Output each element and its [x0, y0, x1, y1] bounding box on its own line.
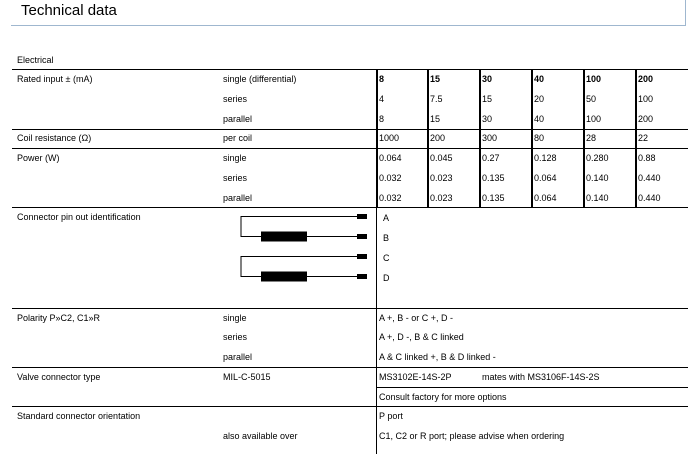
table-cell: 0.135 — [482, 193, 505, 203]
polarity-value: A & C linked +, B & D linked - — [379, 352, 496, 362]
table-cell: 15 — [482, 94, 493, 104]
pin-label: A — [383, 213, 390, 223]
valve-note: Consult factory for more options — [379, 392, 507, 402]
table-cell: 0.280 — [586, 153, 609, 163]
orientation-alt-label: also available over — [223, 431, 298, 441]
table-cell: 15 — [430, 114, 441, 124]
value-column-divider — [376, 208, 377, 454]
pin-c-terminal — [357, 254, 367, 259]
orientation-label: Standard connector orientation — [17, 411, 141, 421]
rating-header: 15 — [430, 74, 441, 84]
rule-power — [12, 148, 688, 149]
mode-label: single (differential) — [223, 74, 297, 84]
table-cell: 300 — [482, 133, 498, 143]
table-cell: 100 — [638, 94, 654, 104]
table-cell: 0.064 — [534, 193, 557, 203]
polarity-value: A +, B - or C +, D - — [379, 313, 454, 323]
table-cell: 0.045 — [430, 153, 453, 163]
rule-valve — [12, 367, 688, 368]
coil-1-circuit — [241, 214, 367, 242]
table-cell: 0.064 — [379, 153, 402, 163]
table-cell: 0.440 — [638, 193, 661, 203]
mode-label: per coil — [223, 133, 253, 143]
valve-spec: MIL-C-5015 — [223, 372, 271, 382]
table-cell: 4 — [379, 94, 385, 104]
table-cell: 0.032 — [379, 173, 402, 183]
coil-resistance-label: Coil resistance (Ω) — [17, 133, 92, 143]
table-cell: 1000 — [379, 133, 400, 143]
valve-connector-label: Valve connector type — [17, 372, 101, 382]
table-cell: 30 — [482, 114, 493, 124]
mode-label: series — [223, 173, 248, 183]
title-bar — [11, 0, 686, 26]
grid-col-1 — [376, 70, 378, 208]
polarity-label: Polarity P»C2, C1»R — [17, 313, 101, 323]
table-cell: 40 — [534, 114, 545, 124]
connector-pinout-diagram — [236, 208, 376, 288]
table-cell: 0.140 — [586, 173, 609, 183]
pin-label: B — [383, 233, 390, 243]
pin-label: D — [383, 273, 390, 283]
table-cell: 0.440 — [638, 173, 661, 183]
coil-1-winding — [261, 232, 307, 242]
table-cell: 100 — [586, 114, 602, 124]
table-cell: 200 — [638, 114, 654, 124]
rule-coil — [12, 129, 688, 130]
rule-orientation — [12, 406, 688, 407]
mode-label: single — [223, 313, 247, 323]
page-title: Technical data — [21, 2, 117, 19]
pin-d-terminal — [357, 274, 367, 279]
table-cell: 200 — [430, 133, 446, 143]
table-cell: 0.135 — [482, 173, 505, 183]
mode-label: single — [223, 153, 247, 163]
connector-label: Connector pin out identification — [17, 212, 141, 222]
table-cell: 0.27 — [482, 153, 500, 163]
pin-label: C — [383, 253, 390, 263]
grid-col-3 — [479, 70, 481, 208]
pin-b-terminal — [357, 234, 367, 239]
mode-label: series — [223, 94, 248, 104]
coil-2-winding — [261, 272, 307, 282]
table-cell: 0.128 — [534, 153, 557, 163]
rated-input-label: Rated input ± (mA) — [17, 74, 93, 84]
power-label: Power (W) — [17, 153, 60, 163]
orientation-port: P port — [379, 411, 403, 421]
rule-top — [12, 69, 688, 70]
table-cell: 0.032 — [379, 193, 402, 203]
orientation-alt-text: C1, C2 or R port; please advise when ordering — [379, 431, 565, 441]
rating-header: 200 — [638, 74, 654, 84]
table-cell: 50 — [586, 94, 597, 104]
mode-label: parallel — [223, 352, 253, 362]
section-label: Electrical — [17, 55, 54, 65]
rating-header: 40 — [534, 74, 545, 84]
pin-a-terminal — [357, 214, 367, 219]
grid-col-2 — [427, 70, 429, 208]
table-cell: 8 — [379, 114, 385, 124]
coil-2-circuit — [241, 254, 367, 282]
table-cell: 0.064 — [534, 173, 557, 183]
table-cell: 0.023 — [430, 193, 453, 203]
valve-mates-with: mates with MS3106F-14S-2S — [482, 372, 600, 382]
rating-header: 8 — [379, 74, 385, 84]
mode-label: parallel — [223, 193, 253, 203]
rating-header: 100 — [586, 74, 602, 84]
rating-header: 30 — [482, 74, 493, 84]
grid-col-4 — [531, 70, 533, 208]
table-cell: 20 — [534, 94, 545, 104]
table-cell: 28 — [586, 133, 597, 143]
rule-polarity — [12, 308, 688, 309]
table-cell: 0.140 — [586, 193, 609, 203]
mode-label: series — [223, 332, 248, 342]
table-cell: 0.88 — [638, 153, 656, 163]
table-cell: 7.5 — [430, 94, 443, 104]
grid-col-6 — [635, 70, 637, 208]
rule-valve-inner — [377, 387, 688, 388]
mode-label: parallel — [223, 114, 253, 124]
grid-col-5 — [583, 70, 585, 208]
table-cell: 22 — [638, 133, 649, 143]
polarity-value: A +, D -, B & C linked — [379, 332, 464, 342]
table-cell: 80 — [534, 133, 545, 143]
valve-part-number: MS3102E-14S-2P — [379, 372, 452, 382]
table-cell: 0.023 — [430, 173, 453, 183]
